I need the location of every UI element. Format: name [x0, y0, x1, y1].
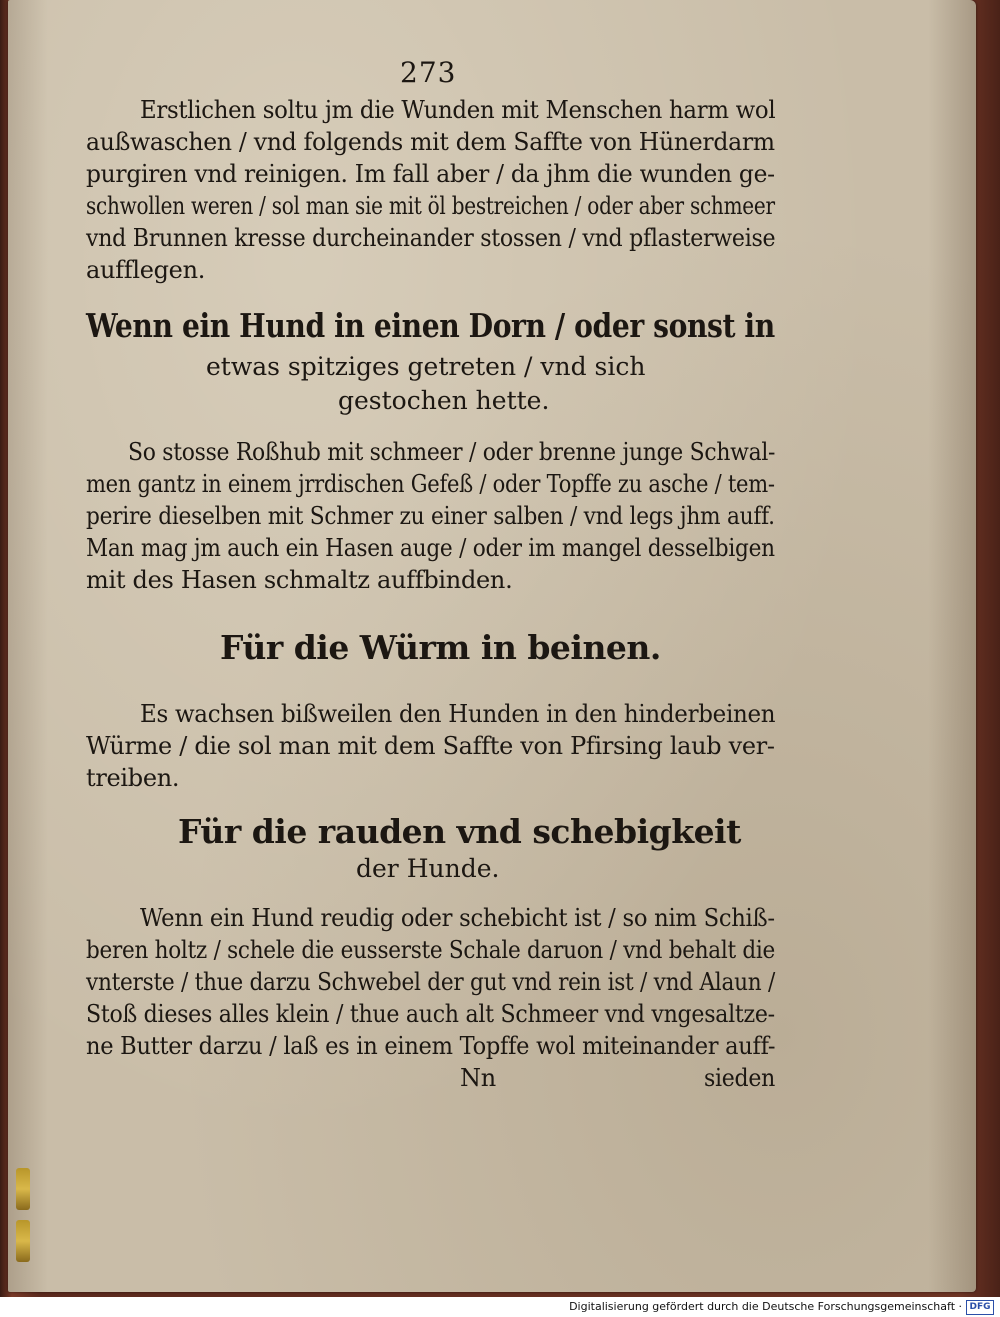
- paragraph-2-line: mit des Hasen schmaltz auffbinden.: [86, 566, 513, 594]
- section-heading-rauden-line: der Hunde.: [356, 854, 500, 883]
- paragraph-1-line: Erstlichen soltu jm die Wunden mit Menschen harm wol: [140, 96, 776, 124]
- signature-mark: Nn: [460, 1064, 496, 1092]
- paragraph-2-line: So stosse Roßhub mit schmeer / oder brenne junge Schwal-: [128, 438, 776, 466]
- page-edge-stain: [16, 1168, 30, 1210]
- paragraph-1-line: schwollen weren / sol man sie mit öl bestreichen / oder aber schmeer: [86, 192, 775, 220]
- page-number: 273: [400, 56, 457, 89]
- section-heading-dorn-line: etwas spitziges getreten / vnd sich: [206, 352, 646, 381]
- section-heading-wuerm: Für die Würm in beinen.: [220, 628, 661, 667]
- digitization-footer: [0, 1297, 1000, 1317]
- dfg-logo: DFG: [966, 1300, 994, 1315]
- footer-credit: Digitalisierung gefördert durch die Deutsche Forschungsgemeinschaft ·: [569, 1300, 962, 1313]
- paragraph-2-line: men gantz in einem jrrdischen Gefeß / oder Topffe zu asche / tem-: [86, 470, 775, 498]
- paragraph-1-line: außwaschen / vnd folgends mit dem Saffte von Hünerdarm: [86, 128, 775, 156]
- paragraph-1-line: aufflegen.: [86, 256, 206, 284]
- paragraph-4-line: Stoß dieses alles klein / thue auch alt Schmeer vnd vngesaltze-: [86, 1000, 775, 1028]
- paragraph-4-line: vnterste / thue darzu Schwebel der gut vnd rein ist / vnd Alaun /: [86, 968, 776, 996]
- section-heading-rauden: Für die rauden vnd schebigkeit: [178, 812, 741, 851]
- page-edge-stain: [16, 1220, 30, 1262]
- paragraph-3-line: Es wachsen bißweilen den Hunden in den hinderbeinen: [140, 700, 776, 728]
- paragraph-3-line: Würme / die sol man mit dem Saffte von Pfirsing laub ver-: [86, 732, 775, 760]
- paragraph-1-line: purgiren vnd reinigen. Im fall aber / da jhm die wunden ge-: [86, 160, 775, 188]
- paragraph-4-line: beren holtz / schele die eusserste Schale daruon / vnd behalt die: [86, 936, 776, 964]
- section-heading-dorn-line: gestochen hette.: [338, 386, 550, 415]
- paragraph-3-line: treiben.: [86, 764, 180, 792]
- section-heading-dorn: Wenn ein Hund in einen Dorn / oder sonst in: [86, 306, 775, 345]
- paragraph-2-line: Man mag jm auch ein Hasen auge / oder im mangel desselbigen: [86, 534, 775, 562]
- paragraph-1-line: vnd Brunnen kresse durcheinander stossen / vnd pflasterweise: [86, 224, 776, 252]
- paragraph-4-line: Wenn ein Hund reudig oder schebicht ist / so nim Schiß-: [140, 904, 775, 932]
- paragraph-4-line: ne Butter darzu / laß es in einem Topffe wol miteinander auff-: [86, 1032, 776, 1060]
- paragraph-2-line: perire dieselben mit Schmer zu einer salben / vnd legs jhm auff.: [86, 502, 775, 530]
- catchword: sieden: [704, 1064, 775, 1092]
